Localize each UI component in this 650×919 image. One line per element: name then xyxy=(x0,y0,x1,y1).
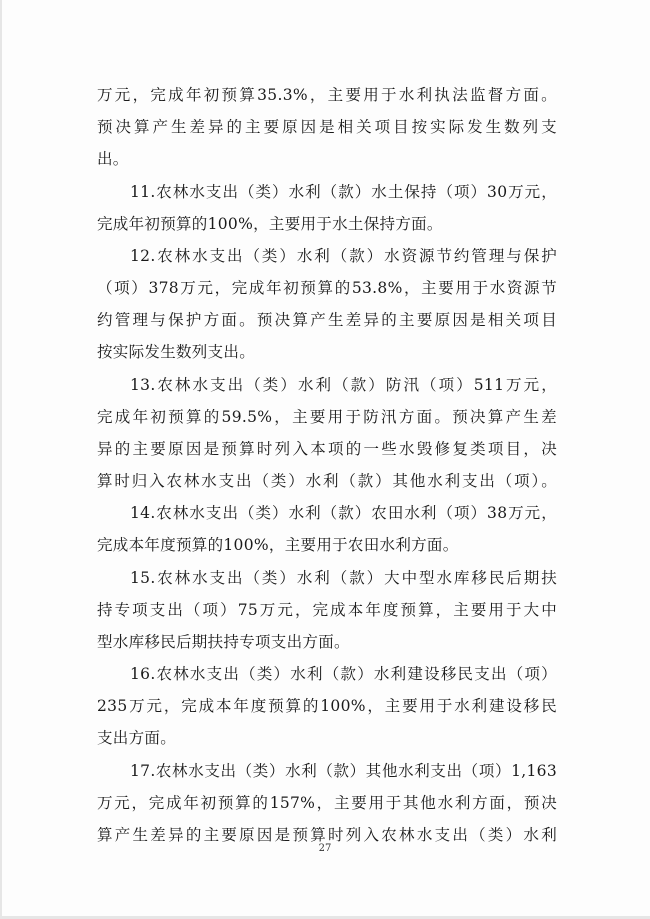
page-number: 27 xyxy=(318,843,332,854)
text-line: 出。 xyxy=(97,150,129,168)
text-line: 完成年初预算的100%，主要用于水土保持方面。 xyxy=(97,215,443,233)
text-line: 完成年初预算的59.5%，主要用于防汛方面。预决算产生差 xyxy=(97,408,557,426)
text-line: 13.农林水支出（类）水利（款）防汛（项）511万元， xyxy=(130,376,557,394)
text-line: 14.农林水支出（类）水利（款）农田水利（项）38万元， xyxy=(130,504,557,522)
text-line: 型水库移民后期扶持专项支出方面。 xyxy=(97,633,350,651)
text-line: 约管理与保护方面。预决算产生差异的主要原因是相关项目 xyxy=(97,311,557,329)
text-line: 16.农林水支出（类）水利（款）水利建设移民支出（项） xyxy=(130,665,557,683)
text-line: （项）378万元，完成年初预算的53.8%，主要用于水资源节 xyxy=(97,279,557,297)
text-line: 算产生差异的主要原因是预算时列入农林水支出（类）水利 xyxy=(97,826,557,844)
scan-edge-left xyxy=(0,0,2,919)
text-line: 预决算产生差异的主要原因是相关项目按实际发生数列支 xyxy=(97,118,557,136)
text-line: 235万元，完成本年度预算的100%，主要用于水利建设移民 xyxy=(97,697,557,715)
text-line: 11.农林水支出（类）水利（款）水土保持（项）30万元， xyxy=(130,183,557,201)
text-line: 15.农林水支出（类）水利（款）大中型水库移民后期扶 xyxy=(130,569,557,587)
text-line: 持专项支出（项）75万元，完成本年度预算，主要用于大中 xyxy=(97,601,557,619)
text-line: 17.农林水支出（类）水利（款）其他水利支出（项）1,163 xyxy=(130,762,557,780)
text-line: 异的主要原因是预算时列入本项的一些水毁修复类项目，决 xyxy=(97,440,557,458)
text-line: 12.农林水支出（类）水利（款）水资源节约管理与保护 xyxy=(130,247,557,265)
text-line: 支出方面。 xyxy=(97,729,177,747)
text-line: 完成本年度预算的100%，主要用于农田水利方面。 xyxy=(97,536,459,554)
text-line: 按实际发生数列支出。 xyxy=(97,343,256,361)
text-line: 万元，完成年初预算35.3%，主要用于水利执法监督方面。 xyxy=(97,86,557,104)
text-line: 万元，完成年初预算的157%，主要用于其他水利方面，预决 xyxy=(97,794,557,812)
text-line: 算时归入农林水支出（类）水利（款）其他水利支出（项）。 xyxy=(97,472,557,490)
